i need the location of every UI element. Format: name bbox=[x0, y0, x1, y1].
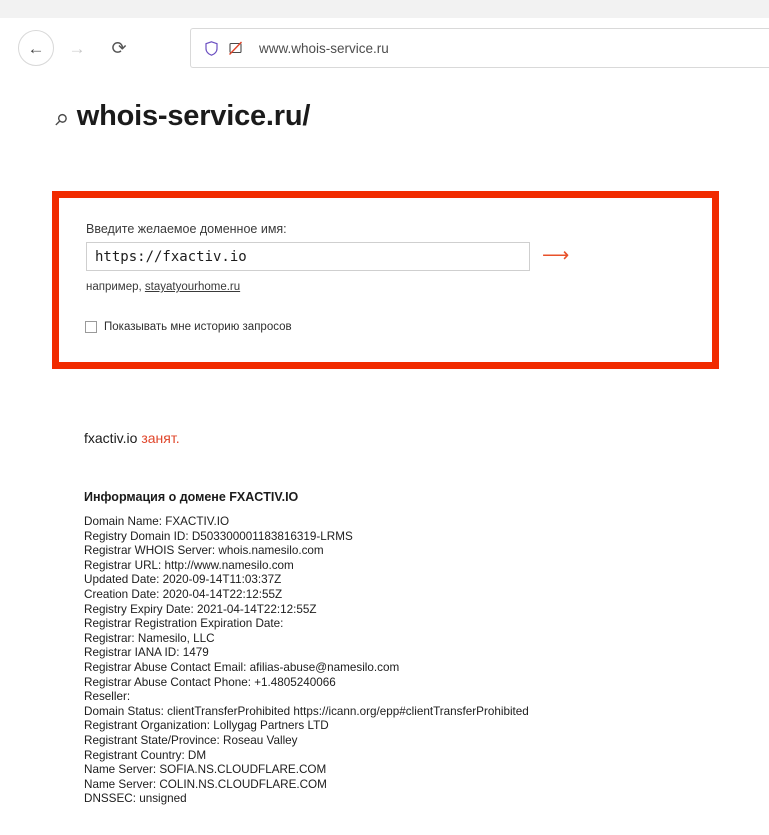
whois-line: Registrar Registration Expiration Date: bbox=[84, 617, 284, 631]
history-checkbox-label: Показывать мне историю запросов bbox=[104, 321, 292, 333]
whois-line: Name Server: COLIN.NS.CLOUDFLARE.COM bbox=[84, 777, 327, 791]
whois-line: Registry Expiry Date: 2021-04-14T22:12:55Z bbox=[84, 602, 317, 616]
domain-input[interactable] bbox=[86, 242, 530, 271]
whois-line: Registrant Country: DM bbox=[84, 748, 207, 762]
result-domain: fxactiv.io bbox=[84, 430, 138, 446]
domain-input-label: Введите желаемое доменное имя: bbox=[86, 222, 287, 236]
whois-line: Domain Status: clientTransferProhibited https://icann.org/epp#clientTransferProhibited bbox=[84, 704, 529, 718]
whois-line: Name Server: SOFIA.NS.CLOUDFLARE.COM bbox=[84, 763, 327, 777]
forward-button[interactable] bbox=[60, 31, 94, 65]
whois-line: DNSSEC: unsigned bbox=[84, 792, 187, 806]
whois-line: Updated Date: 2020-09-14T11:03:37Z bbox=[84, 573, 282, 587]
submit-arrow-button[interactable]: ⟶ bbox=[542, 245, 570, 266]
page-content bbox=[0, 78, 769, 835]
key-icon: ⚲ bbox=[50, 109, 71, 131]
whois-line: Domain Name: FXACTIV.IO bbox=[84, 515, 230, 528]
reload-icon: ⟳ bbox=[111, 38, 127, 58]
whois-line: Registrar Abuse Contact Phone: +1.4805240066 bbox=[84, 675, 336, 689]
whois-line: Registrant State/Province: Roseau Valley bbox=[84, 733, 298, 747]
whois-info-heading: Информация о домене FXACTIV.IO bbox=[84, 490, 299, 504]
history-checkbox-row[interactable] bbox=[85, 321, 292, 333]
history-checkbox[interactable] bbox=[85, 321, 97, 333]
shield-icon[interactable] bbox=[203, 39, 219, 57]
back-button[interactable] bbox=[18, 30, 54, 66]
whois-line: Registrar WHOIS Server: whois.namesilo.com bbox=[84, 544, 324, 558]
whois-line: Registrar Abuse Contact Email: afilias-abuse@namesilo.com bbox=[84, 660, 400, 674]
tracker-blocked-icon[interactable] bbox=[227, 39, 243, 57]
whois-line: Registrar: Namesilo, LLC bbox=[84, 631, 215, 645]
site-title-row bbox=[50, 100, 311, 133]
result-status-line bbox=[84, 430, 180, 446]
whois-line: Creation Date: 2020-04-14T22:12:55Z bbox=[84, 587, 283, 601]
address-bar[interactable] bbox=[190, 28, 769, 68]
example-hint bbox=[86, 281, 240, 293]
whois-line: Registrant Organization: Lollygag Partners LTD bbox=[84, 719, 329, 733]
whois-line: Reseller: bbox=[84, 690, 131, 704]
back-arrow-icon: ← bbox=[27, 38, 45, 58]
url-text: www.whois-service.ru bbox=[259, 40, 389, 56]
search-form-highlight bbox=[52, 191, 719, 369]
result-status: занят. bbox=[137, 430, 180, 446]
whois-line: Registrar IANA ID: 1479 bbox=[84, 646, 209, 660]
forward-arrow-icon: → bbox=[68, 38, 86, 58]
example-domain-link[interactable]: stayatyourhome.ru bbox=[144, 281, 241, 293]
page-title: whois-service.ru/ bbox=[76, 100, 311, 132]
browser-tabstrip bbox=[0, 0, 769, 19]
whois-line: Registrar URL: http://www.namesilo.com bbox=[84, 558, 294, 572]
whois-line: Registry Domain ID: D503300001183816319-LRMS bbox=[84, 529, 353, 543]
reload-button[interactable] bbox=[102, 31, 136, 65]
example-prefix: например, bbox=[86, 281, 145, 293]
whois-record bbox=[84, 515, 529, 807]
